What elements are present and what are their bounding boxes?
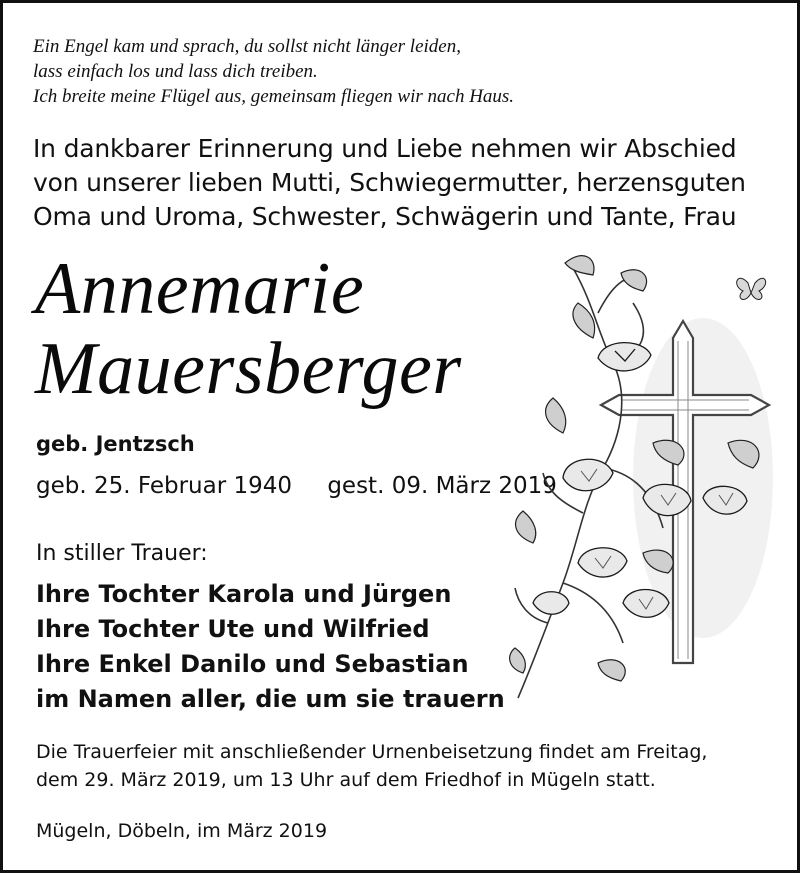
mourner-line: Ihre Enkel Danilo und Sebastian — [36, 650, 469, 678]
mourner-line: Ihre Tochter Karola und Jürgen — [36, 580, 452, 608]
intro-line: Oma und Uroma, Schwester, Schwägerin und Tante, Frau — [33, 202, 737, 231]
service-line: dem 29. März 2019, um 13 Uhr auf dem Friedhof in Mügeln statt. — [36, 769, 656, 791]
mourning-label: In stiller Trauer: — [36, 541, 208, 566]
service-info — [36, 738, 796, 794]
poem — [33, 34, 733, 109]
cross-with-flowers-icon — [503, 243, 788, 713]
intro-line: In dankbarer Erinnerung und Liebe nehmen wir Abschied — [33, 134, 737, 163]
death-date: gest. 09. März 2019 — [327, 473, 557, 499]
deceased-name — [35, 249, 462, 409]
service-line: Die Trauerfeier mit anschließender Urnenbeisetzung findet am Freitag, — [36, 741, 708, 763]
mourner-line: im Namen aller, die um sie trauern — [36, 685, 505, 713]
poem-line: Ein Engel kam und sprach, du sollst nicht länger leiden, — [33, 36, 461, 57]
maiden-name: geb. Jentzsch — [36, 432, 195, 456]
place-and-date: Mügeln, Döbeln, im März 2019 — [36, 820, 328, 842]
first-name: Annemarie — [35, 248, 365, 330]
mourners-list — [36, 577, 505, 717]
intro-line: von unserer lieben Mutti, Schwiegermutter, herzensguten — [33, 168, 746, 197]
poem-line: lass einfach los und lass dich treiben. — [33, 61, 318, 82]
birth-date: geb. 25. Februar 1940 — [36, 473, 293, 499]
last-name: Mauersberger — [35, 328, 462, 410]
poem-line: Ich breite meine Flügel aus, gemeinsam fliegen wir nach Haus. — [33, 86, 515, 107]
mourner-line: Ihre Tochter Ute und Wilfried — [36, 615, 430, 643]
intro-text — [33, 132, 793, 234]
